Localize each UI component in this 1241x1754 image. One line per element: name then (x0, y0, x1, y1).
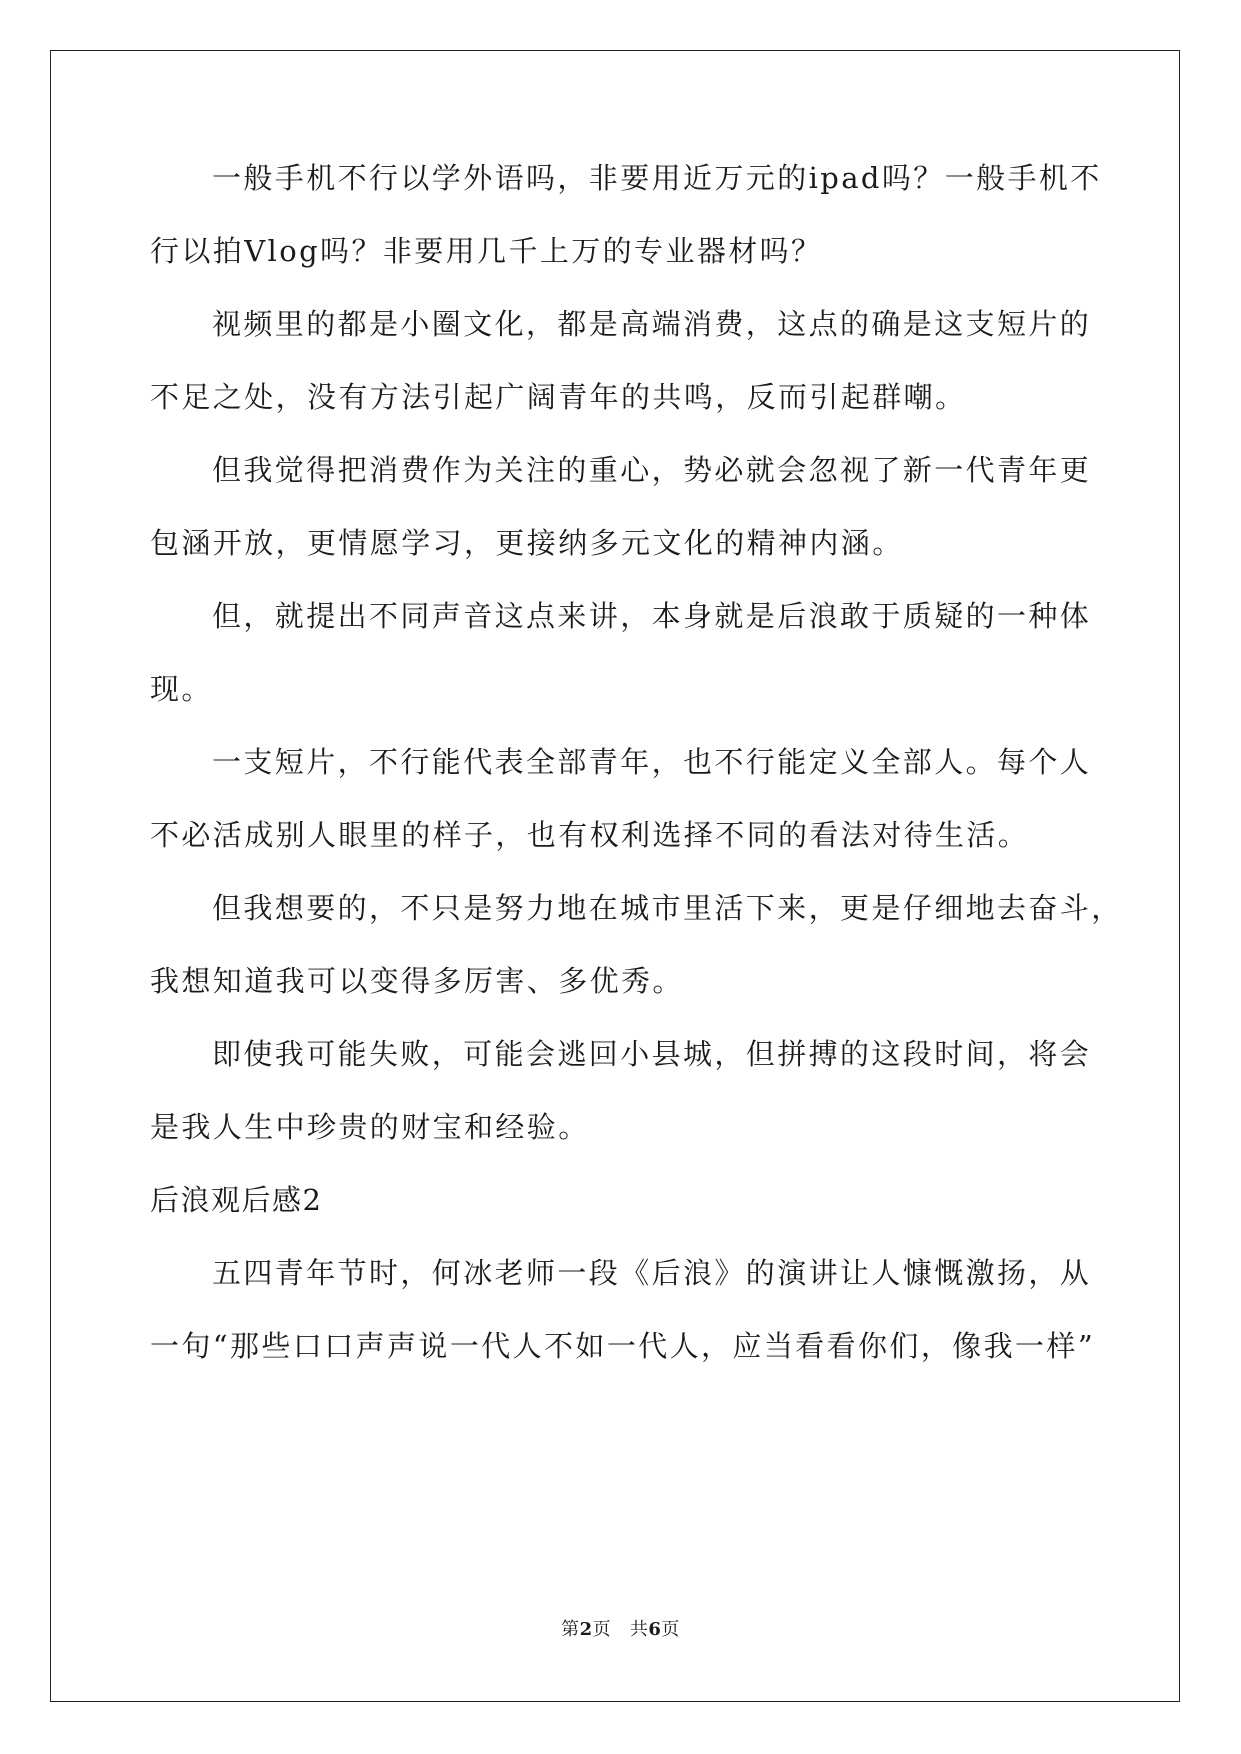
page-suffix: 页 (661, 1619, 680, 1640)
paragraph-line: 现。 (150, 672, 213, 706)
paragraph-line: 不必活成别人眼里的样子，也有权利选择不同的看法对待生活。 (150, 818, 1030, 852)
paragraph-line: 包涵开放，更情愿学习，更接纳多元文化的精神内涵。 (150, 526, 904, 560)
paragraph-line: 视频里的都是小圈文化，都是高端消费，这点的确是这支短片的 (212, 307, 1092, 341)
paragraph-line: 一支短片，不行能代表全部青年，也不行能定义全部人。每个人 (212, 745, 1092, 779)
page-footer (0, 1615, 1241, 1641)
section-heading: 后浪观后感2 (150, 1183, 323, 1217)
page-prefix: 第 (561, 1619, 580, 1640)
total-page-number: 6 (648, 1619, 662, 1640)
paragraph-line: 但我觉得把消费作为关注的重心，势必就会忽视了新一代青年更 (212, 453, 1092, 487)
paragraph-line: 一句“那些口口声声说一代人不如一代人，应当看看你们，像我一样” (150, 1329, 1096, 1363)
paragraph-line: 五四青年节时，何冰老师一段《后浪》的演讲让人慷慨激扬，从 (212, 1256, 1092, 1290)
paragraph-line: 一般手机不行以学外语吗，非要用近万元的ipad吗？一般手机不 (212, 161, 1102, 195)
paragraph-line: 即使我可能失败，可能会逃回小县城，但拼搏的这段时间，将会 (212, 1037, 1092, 1071)
paragraph-line: 不足之处，没有方法引起广阔青年的共鸣，反而引起群嘲。 (150, 380, 967, 414)
paragraph-line: 但我想要的，不只是努力地在城市里活下来，更是仔细地去奋斗， (212, 891, 1123, 925)
page-border (50, 50, 1180, 1702)
paragraph-line: 行以拍Vlog吗？非要用几千上万的专业器材吗？ (150, 234, 823, 268)
page-mid: 页 共 (592, 1619, 649, 1640)
current-page-number: 2 (579, 1619, 593, 1640)
paragraph-line: 我想知道我可以变得多厉害、多优秀。 (150, 964, 684, 998)
paragraph-line: 但，就提出不同声音这点来讲，本身就是后浪敢于质疑的一种体 (212, 599, 1092, 633)
paragraph-line: 是我人生中珍贵的财宝和经验。 (150, 1110, 590, 1144)
